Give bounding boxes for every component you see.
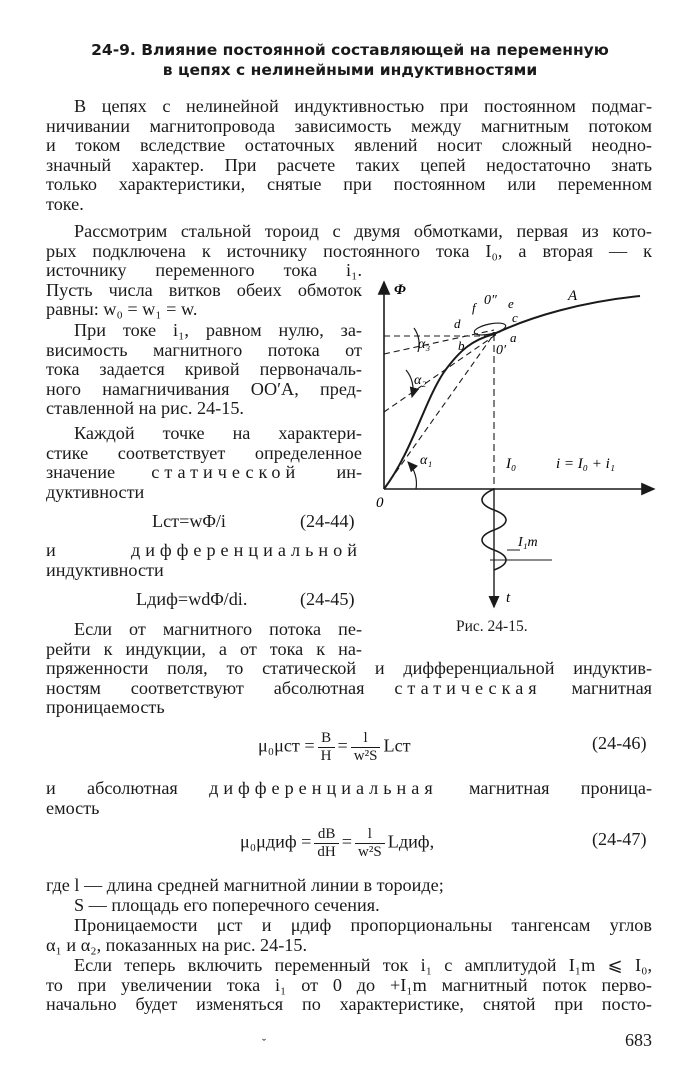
origin-label: 0 <box>376 495 384 511</box>
paragraph-2 <box>46 222 652 261</box>
numerator: l <box>355 826 385 844</box>
angle-label-alpha2: α₂ <box>414 373 427 388</box>
text-fragment: и <box>46 540 56 560</box>
footer-mark: ˇ <box>262 1036 266 1050</box>
fraction <box>314 826 338 861</box>
text-line: рейти к индукции, а от тока к на- <box>46 638 362 659</box>
text-line: Пусть числа витков обеих обмоток <box>46 279 362 300</box>
point-label-o-prime: 0′ <box>496 343 507 358</box>
equation-number: (24-44) <box>300 511 355 531</box>
text-line: дуктивности <box>46 481 145 502</box>
time-axis-label: t <box>506 590 511 606</box>
text-line: Если от магнитного потока пе- <box>74 619 362 639</box>
text-line: Каждой точке на характери- <box>74 423 362 443</box>
text-fragment: и абсолютная <box>46 778 178 798</box>
tangent-line-d <box>384 330 494 354</box>
text-line: где l — длина средней магнитной линии в тороиде; <box>46 875 444 895</box>
text-line <box>46 541 362 561</box>
paragraph-6 <box>46 620 362 659</box>
paragraph-5 <box>46 541 362 580</box>
figure-24-15 <box>372 272 662 617</box>
text-line: ного намагничивания OO′A, пред- <box>46 378 362 399</box>
equation-lhs: μ₀μст = <box>258 735 315 756</box>
emphasis-word: дифференциальной <box>130 540 362 560</box>
static-tangent-line <box>384 334 494 489</box>
text-line <box>46 679 652 699</box>
denominator: H <box>320 748 332 764</box>
text-line: проницаемость <box>46 697 165 718</box>
text-line: равны: w₀ = w₁ = w. <box>46 299 198 320</box>
denominator: w²S <box>353 748 378 764</box>
equation-number: (24-47) <box>592 829 647 849</box>
text-line <box>46 779 652 799</box>
heading-line-1: 24-9. Влияние постоянной составляющей на переменную <box>91 41 609 59</box>
emphasis-word: статической <box>151 462 301 483</box>
equation-number: (24-46) <box>592 733 647 753</box>
equation-tail: Lст <box>383 735 411 756</box>
text-fragment: ин- <box>336 462 363 483</box>
text-line: висимость магнитного потока от <box>46 339 362 360</box>
text-line: Если теперь включить переменный ток i₁ с амплитудой I₁m ⩽ I₀, <box>74 955 652 975</box>
emphasis-word: статическая <box>394 677 542 698</box>
point-label-b: b <box>458 338 465 353</box>
text-line: индуктивности <box>46 559 164 580</box>
angle-arc-1 <box>408 462 416 489</box>
equation-24-44: Lст=wΦ/i <box>152 511 226 531</box>
numerator: B <box>318 730 335 748</box>
text-fragment: значение <box>46 462 116 483</box>
point-label-c: c <box>512 310 518 325</box>
angle-label-alpha3: α₃ <box>418 337 431 352</box>
i1m-label: I₁m <box>518 535 538 550</box>
text-line: и током вследствие остаточных явлений носит сложный неодно- <box>46 135 652 156</box>
text-line: емость <box>46 797 100 818</box>
text-fragment: магнитная проница- <box>469 778 653 798</box>
numerator: dB <box>314 826 338 844</box>
heading-line-2: в цепях с нелинейными индуктивностями <box>162 61 538 79</box>
text-line <box>46 463 362 483</box>
text-line: α₁ и α₂, показанных на рис. 24-15. <box>46 934 308 955</box>
point-label-f: f <box>472 300 476 315</box>
text-fragment: магнитная <box>571 677 653 698</box>
paragraph-2-continued <box>46 261 362 320</box>
denominator: dH <box>317 844 336 860</box>
paragraph-3 <box>46 321 362 419</box>
point-label-o-double-prime: 0″ <box>484 293 497 308</box>
paragraph-9 <box>46 916 652 955</box>
equals-sign: = <box>337 735 348 756</box>
section-heading <box>60 40 640 80</box>
text-line: В цепях с нелинейной индуктивностью при постоянном подмаг- <box>74 96 652 116</box>
paragraph-10 <box>46 956 652 1015</box>
text-line: пряженности поля, то статической и дифференциальной индуктив- <box>46 658 652 678</box>
equation-number: (24-45) <box>300 589 355 609</box>
page-number: 683 <box>625 1030 652 1050</box>
point-label-d: d <box>454 316 461 331</box>
numerator: l <box>351 730 381 748</box>
equation-24-45: Lдиф=wdΦ/di. <box>136 589 248 609</box>
text-line: ставленной на рис. 24-15. <box>46 398 244 419</box>
current-axis-label: i = I₀ + i₁ <box>556 456 616 472</box>
text-line: только характеристики, снятые при постоянном или переменном <box>46 174 652 195</box>
text-line: то при увеличении тока i₁ от 0 до +I₁m магнитный поток перво- <box>46 974 652 995</box>
text-line: Рассмотрим стальной тороид с двумя обмотками, первая из кото- <box>74 221 652 241</box>
fraction <box>351 730 381 765</box>
curve-label-a: A <box>568 288 578 304</box>
text-line: ничивании магнитопровода зависимость между магнитным потоком <box>46 115 652 136</box>
text-line: тока задается кривой первоначаль- <box>46 359 362 380</box>
text-line: S — площадь его поперечного сечения. <box>74 894 380 915</box>
text-line: рых подключена к источнику постоянного тока I₀, а вторая — к <box>46 240 652 261</box>
equation-lhs: μ₀μдиф = <box>240 831 312 852</box>
phi-label: Φ <box>394 282 406 298</box>
emphasis-word: дифференциальная <box>209 778 438 798</box>
fraction <box>318 730 335 765</box>
angle-label-alpha1: α₁ <box>420 453 433 468</box>
paragraph-8 <box>46 876 652 915</box>
equation-tail: Lдиф, <box>387 831 435 852</box>
text-line: Проницаемости μст и μдиф пропорциональны тангенсам углов <box>74 915 652 935</box>
paragraph-6-continued <box>46 659 652 718</box>
text-fragment: ностям соответствуют абсолютная <box>46 677 365 698</box>
fraction <box>355 826 385 861</box>
equation-24-46 <box>258 730 411 765</box>
denominator: w²S <box>358 844 382 860</box>
magnetization-diagram <box>372 272 662 617</box>
equation-24-47 <box>240 826 434 861</box>
point-o-prime <box>492 332 496 336</box>
text-line: При токе i₁, равном нулю, за- <box>74 320 362 340</box>
text-line: источнику переменного тока i₁. <box>46 260 362 280</box>
point-label-a: a <box>510 330 517 345</box>
text-line: начально будет изменяться по характеристике, снятой при посто- <box>46 994 652 1015</box>
point-label-e: e <box>508 296 514 311</box>
text-line: значный характер. При расчете таких цепей недостаточно знать <box>46 154 652 175</box>
paragraph-7 <box>46 779 652 818</box>
figure-caption: Рис. 24-15. <box>456 618 528 635</box>
text-line: токе. <box>46 193 84 214</box>
i0-label: I₀ <box>506 456 517 472</box>
dynamic-tangent-line <box>384 327 507 412</box>
text-line: стике соответствует определенное <box>46 442 362 463</box>
equals-sign: = <box>341 831 353 852</box>
paragraph-4 <box>46 424 362 502</box>
paragraph-1 <box>46 97 652 215</box>
